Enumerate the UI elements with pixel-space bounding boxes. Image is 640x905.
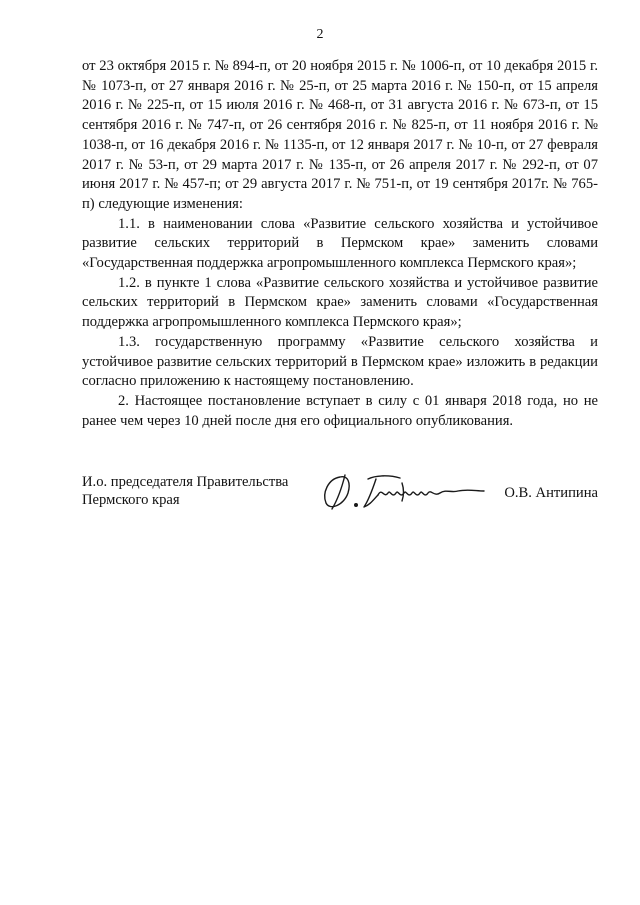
- signatory-name: О.В. Антипина: [504, 485, 598, 501]
- document-body: [82, 57, 598, 431]
- page-number: 2: [316, 27, 324, 42]
- paragraph-item-1-1: 1.1. в наименовании слова «Развитие сельского хозяйства и устойчивое развитие сельских территорий в Пермском крае» заменить словами «Государственная поддержка агропромышленного комплекса Пермского края»;: [82, 215, 598, 272]
- signatory-position-line-2: Пермского края: [82, 492, 180, 508]
- paragraph-item-1-2: 1.2. в пункте 1 слова «Развитие сельского хозяйства и устойчивое развитие сельских территорий в Пермском крае» заменить словами «Государственная поддержка агропромышленного комплекса Пермского края»;: [82, 274, 598, 331]
- handwritten-signature: [318, 469, 488, 513]
- signatory-position: [82, 473, 322, 509]
- signatory-position-line-1: И.о. председателя Правительства: [82, 474, 289, 490]
- paragraph-item-1-3: 1.3. государственную программу «Развитие сельского хозяйства и устойчивое развитие сельских территорий в Пермском крае» изложить в редакции согласно приложению к настоящему постановлению.: [82, 333, 598, 390]
- paragraph-item-2: 2. Настоящее постановление вступает в силу с 01 января 2018 года, но не ранее чем через 10 дней после дня его официального опубликования.: [82, 392, 598, 429]
- paragraph-amendments-list: от 23 октября 2015 г. № 894-п, от 20 ноября 2015 г. № 1006-п, от 10 декабря 2015 г. № 1073-п, от 27 января 2016 г. № 25-п, от 25 марта 2016 г. № 150-п, от 15 апреля 2016 г. № 225-п, от 15 июля 2016 г. № 468-п, от 31 августа 2016 г. № 673-п, от 15 сентября 2016 г. № 747-п, от 26 сентября 2016 г. № 825-п, от 11 ноября 2016 г. № 1038-п, от 16 декабря 2016 г. № 1135-п, от 12 января 2017 г. № 10-п, от 27 февраля 2017 г. № 53-п, от 29 марта 2017 г. № 135-п, от 26 апреля 2017 г. № 292-п, от 07 июня 2017 г. № 457-п; от 29 августа 2017 г. № 751-п, от 19 сентября 2017г. № 765-п) следующие изменения:: [82, 58, 598, 212]
- signature-block: [82, 473, 598, 523]
